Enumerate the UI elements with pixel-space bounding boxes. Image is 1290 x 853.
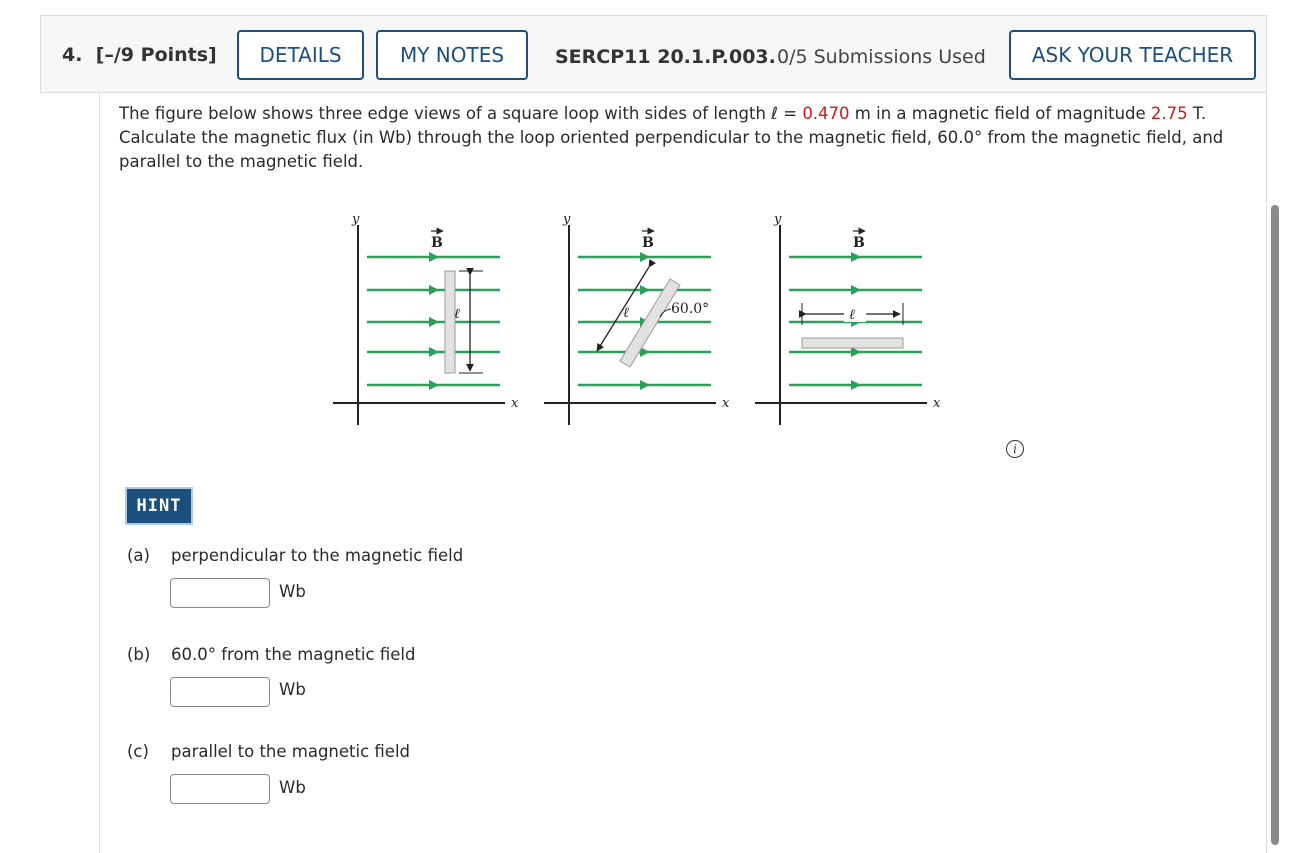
part-b-answer-input[interactable]: [170, 677, 270, 707]
length-value: 0.470: [802, 104, 850, 123]
panel-1-field-arrowhead-5: [429, 380, 439, 390]
hint-button[interactable]: HINT: [125, 487, 193, 525]
panel-1-field-arrowhead-1: [429, 252, 439, 262]
part-b-label: (b) 60.0° from the magnetic field: [127, 645, 416, 664]
part-b-unit: Wb: [279, 680, 306, 699]
question-header: [40, 15, 1267, 93]
panel-1-field-arrowhead-4: [429, 347, 439, 357]
problem-statement: The figure below shows three edge views of a square loop with sides of length ℓ = 0.470 m in a magnetic field of magnitude 2.75 T. Calculate the magnetic flux (in Wb) through the loop oriented perpendicular to the magnetic field, 60.0° from the magnetic field, and parallel to the magnetic field.: [119, 104, 1224, 171]
panel-2-b-label: B: [642, 235, 654, 251]
part-a-unit: Wb: [279, 582, 306, 601]
panel-2-field-arrowhead-2: [640, 285, 650, 295]
panel-3-field-arrowhead-5: [851, 380, 861, 390]
loop-figure: [325, 205, 955, 430]
part-c-label: (c) parallel to the magnetic field: [127, 742, 411, 761]
info-icon[interactable]: i: [1006, 440, 1024, 458]
panel-3-length-label: ℓ: [849, 307, 855, 323]
my-notes-button[interactable]: MY NOTES: [376, 30, 528, 80]
panel-1-field-arrowhead-2: [429, 285, 439, 295]
part-c-unit: Wb: [279, 778, 306, 797]
panel-1-y-label: y: [352, 212, 360, 227]
part-a-label: (a) perpendicular to the magnetic field: [127, 546, 464, 565]
panel-3-field-arrowhead-2: [851, 285, 861, 295]
panel-1-field-arrowhead-3: [429, 317, 439, 327]
question-number: 4. [–/9 Points]: [62, 44, 217, 66]
scrollbar[interactable]: [1271, 205, 1279, 845]
panel-2-angle-label: 60.0°: [671, 301, 710, 317]
panel-1-b-label: B: [431, 235, 443, 251]
panel-3-b-label: B: [853, 235, 865, 251]
ask-teacher-button[interactable]: ASK YOUR TEACHER: [1009, 30, 1256, 80]
panel-2-y-label: y: [563, 212, 571, 227]
problem-code: SERCP11 20.1.P.003.: [555, 46, 776, 68]
details-button[interactable]: DETAILS: [237, 30, 364, 80]
panel-1-length-label: ℓ: [454, 306, 460, 322]
panel-3-field-arrowhead-1: [851, 252, 861, 262]
panel-2-field-arrowhead-1: [640, 252, 650, 262]
points-label: [–/9 Points]: [95, 44, 217, 66]
panel-3-y-label: y: [774, 212, 782, 227]
part-c-answer-input[interactable]: [170, 774, 270, 804]
submissions-count: 0/5 Submissions Used: [777, 46, 986, 68]
panel-1-loop-edge: [445, 271, 455, 373]
panel-2-length-label: ℓ: [623, 305, 629, 321]
panel-3-loop-edge: [802, 338, 903, 348]
panel-1-x-label: x: [511, 396, 519, 411]
part-a-answer-input[interactable]: [170, 578, 270, 608]
field-value: 2.75: [1150, 104, 1188, 123]
panel-2-x-label: x: [722, 396, 730, 411]
panel-2-field-arrowhead-5: [640, 380, 650, 390]
panel-3-x-label: x: [933, 396, 941, 411]
panel-3-label-mask: [844, 306, 866, 322]
